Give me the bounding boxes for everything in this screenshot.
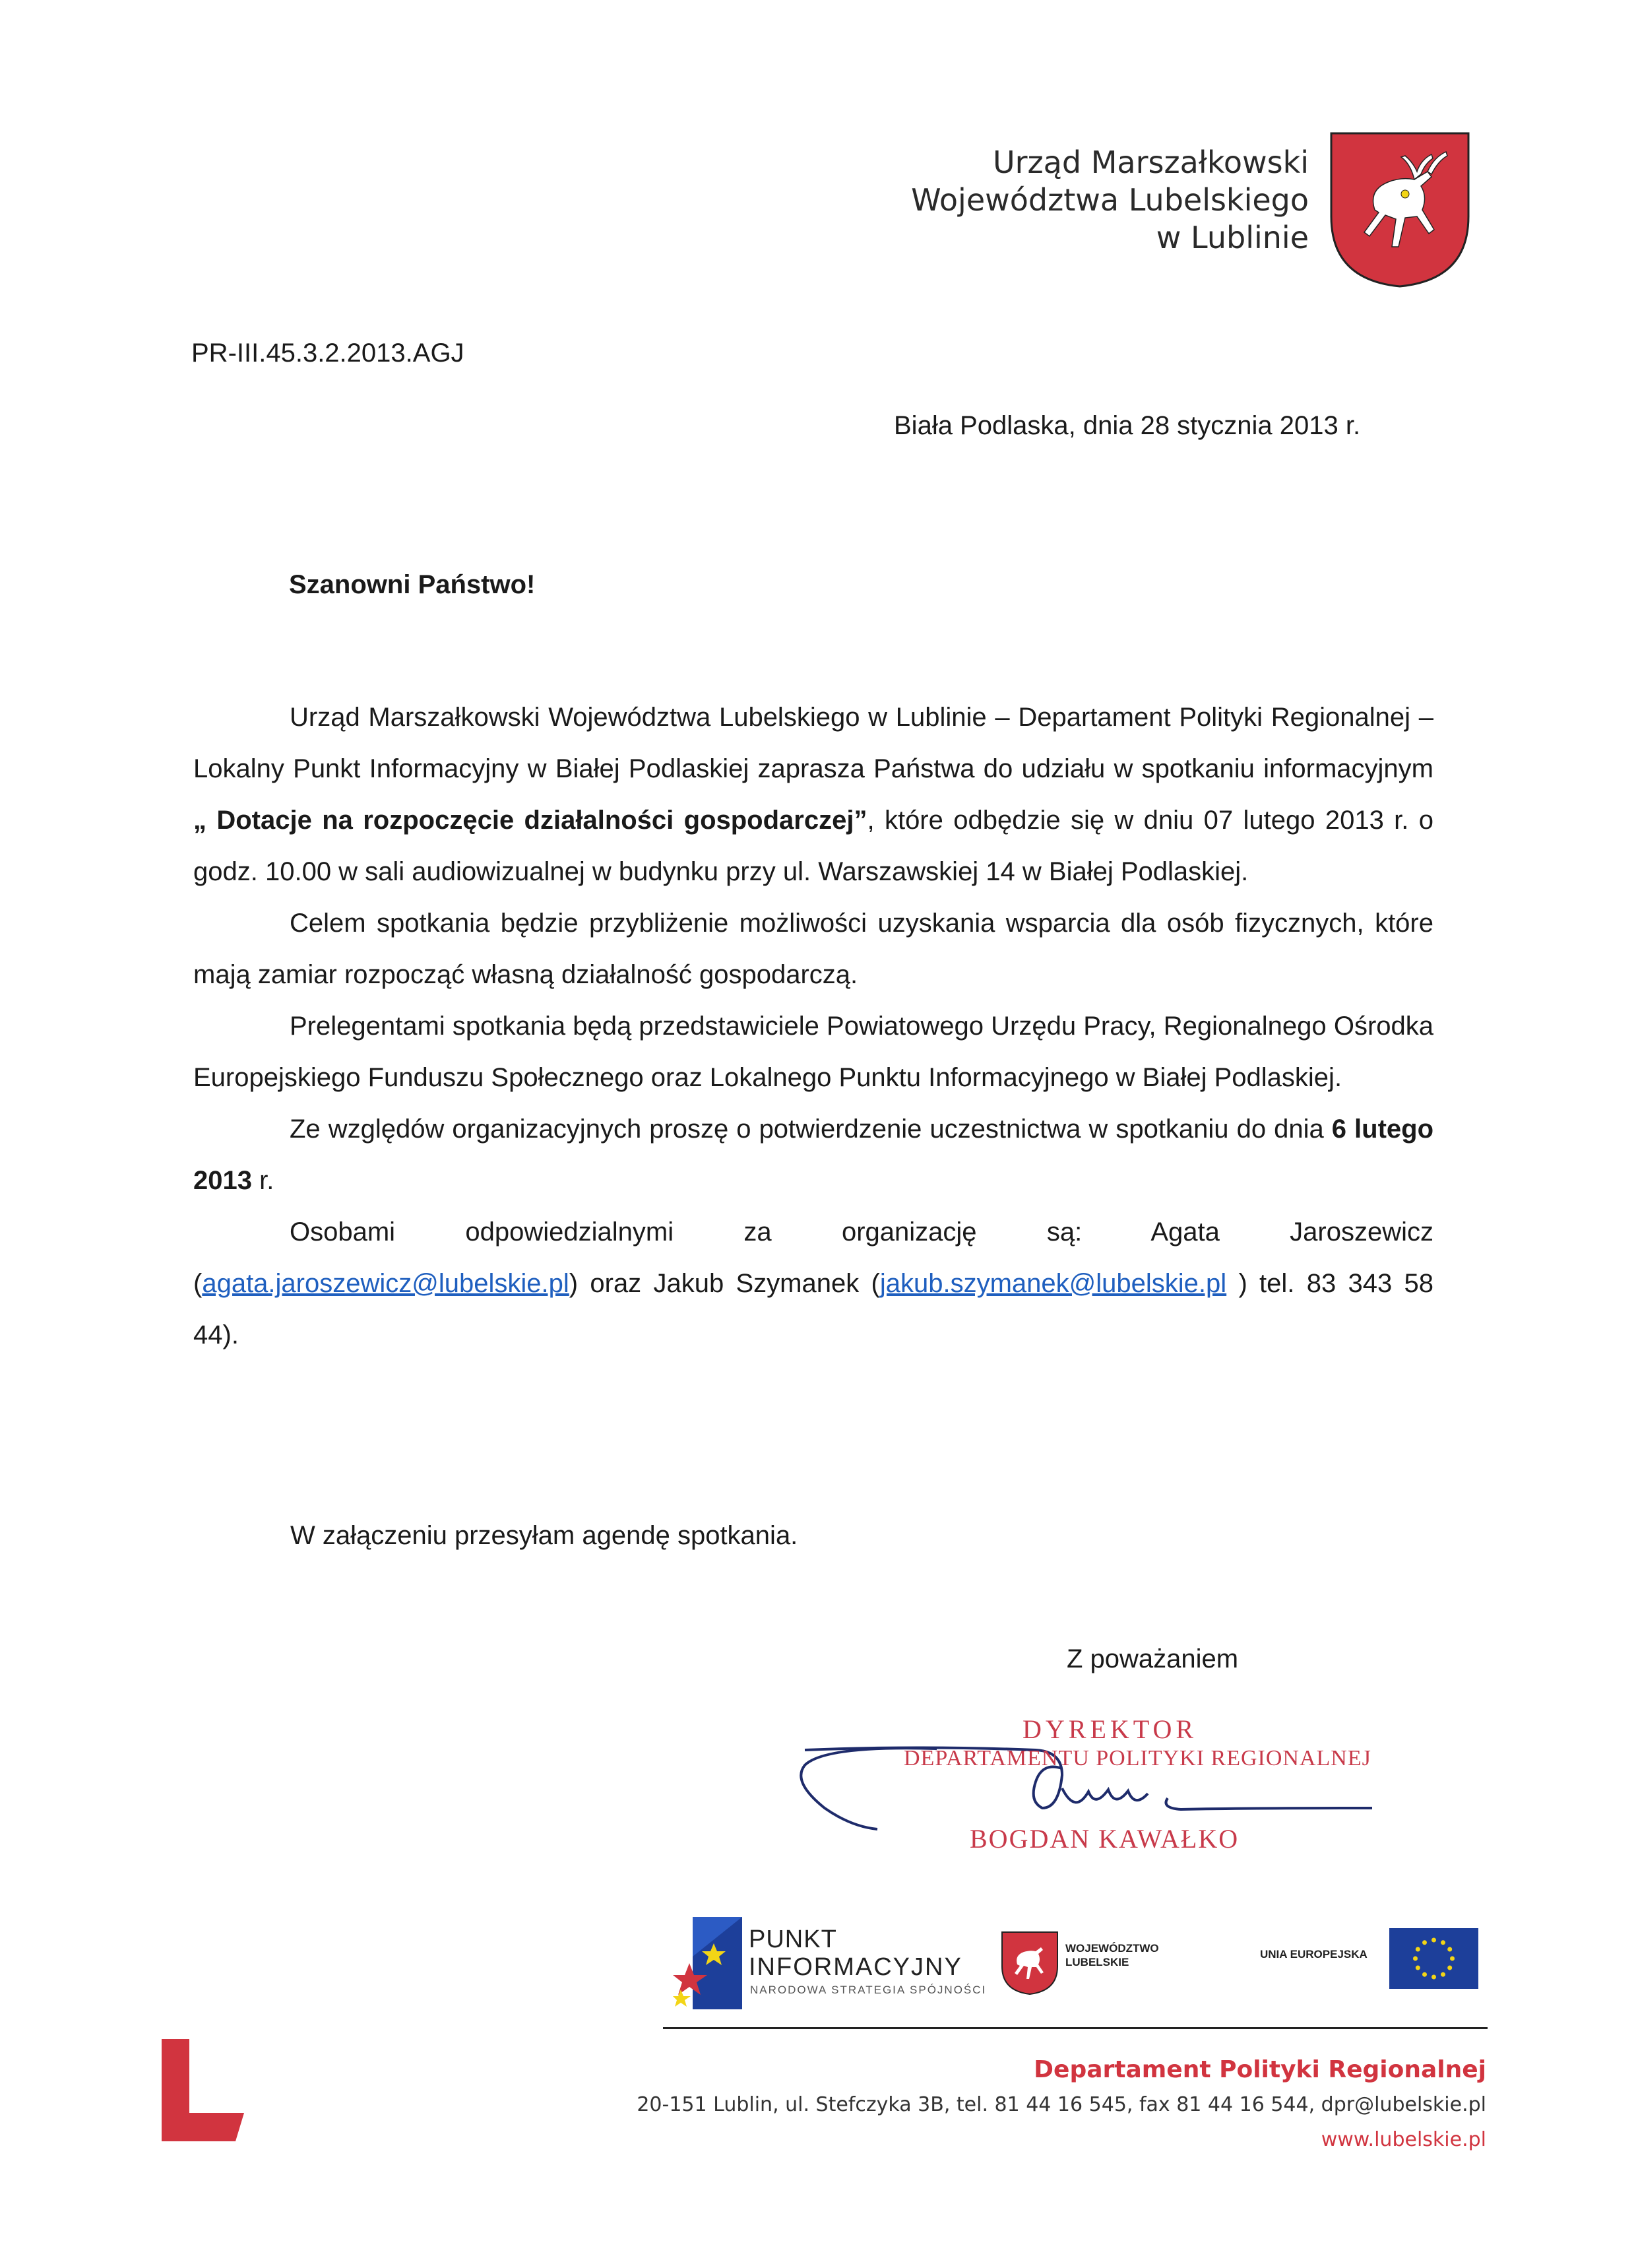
contacts-middle: ) oraz Jakub Szymanek ( bbox=[569, 1269, 880, 1298]
eu-label: UNIA EUROPEJSKA bbox=[1260, 1948, 1368, 1960]
footer-department: Departament Polityki Regionalnej bbox=[1034, 2056, 1486, 2083]
punkt-title-line1: PUNKT bbox=[749, 1926, 837, 1953]
event-title: „ Dotacje na rozpoczęcie działalności gospodarczej” bbox=[193, 806, 867, 835]
confirmation-text: Ze względów organizacyjnych proszę o potwierdzenie uczestnictwa w spotkaniu do dnia bbox=[290, 1115, 1332, 1144]
invitation-details: , które odbędzie się w dniu 07 lutego 2013 r. o godz. 10.00 w sali audiowizualnej w budynku przy ul. Warszawskiej 14 w Białej Podlaskiej. bbox=[193, 806, 1433, 886]
salutation: Szanowni Państwo! bbox=[289, 570, 536, 599]
letter-body bbox=[193, 692, 1433, 1361]
paragraph-speakers: Prelegentami spotkania będą przedstawiciele Powiatowego Urzędu Pracy, Regionalnego Ośrodka Europejskiego Funduszu Społecznego oraz Lokalnego Punktu Informacyjnego w Białej Podlaskiej. bbox=[193, 1012, 1433, 1092]
paragraph-confirmation bbox=[193, 1103, 1433, 1206]
paragraph-purpose: Celem spotkania będzie przybliżenie możliwości uzyskania wsparcia dla osób fizycznych, które mają zamiar rozpocząć własną działalność gospodarczą. bbox=[193, 909, 1433, 989]
punkt-informacyjny-logo-icon bbox=[673, 1917, 742, 2009]
invitation-text: Urząd Marszałkowski Województwa Lubelskiego w Lublinie – Departament Polityki Regionalnej – Lokalny Punkt Informacyjny w Białej Podlaskiej zaprasza Państwa do udziału w spotkaniu informacyjnym bbox=[193, 703, 1433, 783]
office-name-line2: Województwa Lubelskiego bbox=[911, 182, 1309, 218]
contacts-phone: ) tel. 83 343 58 44). bbox=[193, 1269, 1434, 1349]
date-line: Biała Podlaska, dnia 28 stycznia 2013 r. bbox=[894, 411, 1361, 440]
punkt-title-line2: INFORMACYJNY bbox=[749, 1953, 962, 1981]
attachment-note: W załączeniu przesyłam agendę spotkania. bbox=[290, 1521, 798, 1550]
footer-website-link[interactable]: www.lubelskie.pl bbox=[1321, 2128, 1486, 2151]
contacts-text: Osobami odpowiedzialnymi za organizację są: Agata Jaroszewicz ( bbox=[193, 1217, 1433, 1298]
lubelskie-l-logo-icon bbox=[162, 2039, 244, 2141]
office-name-line3: w Lublinie bbox=[1156, 220, 1309, 255]
stamp-title: DYREKTOR bbox=[1022, 1714, 1198, 1744]
confirmation-suffix: r. bbox=[251, 1166, 274, 1195]
closing: Z poważaniem bbox=[1067, 1644, 1239, 1673]
paragraph-contacts bbox=[193, 1206, 1433, 1361]
footer-address: 20-151 Lublin, ul. Stefczyka 3B, tel. 81 44 16 545, fax 81 44 16 544, dpr@lubelskie.pl bbox=[637, 2093, 1486, 2116]
confirmation-deadline: 6 lutego 2013 bbox=[193, 1115, 1433, 1195]
wojewodztwo-line1: WOJEWÓDZTWO bbox=[1065, 1942, 1159, 1955]
punkt-subtitle: NARODOWA STRATEGIA SPÓJNOŚCI bbox=[750, 1984, 987, 1996]
reference-number: PR-III.45.3.2.2013.AGJ bbox=[191, 339, 464, 368]
footer-divider bbox=[663, 2027, 1488, 2029]
stamp-department: DEPARTAMENTU POLITYKI REGIONALNEJ bbox=[904, 1746, 1371, 1770]
wojewodztwo-crest-icon bbox=[1000, 1930, 1059, 1996]
eu-flag-icon bbox=[1389, 1928, 1478, 1989]
email-link-jakub[interactable]: jakub.szymanek@lubelskie.pl bbox=[879, 1269, 1227, 1298]
paragraph-invitation bbox=[193, 692, 1433, 897]
stamp-name: BOGDAN KAWAŁKO bbox=[970, 1824, 1240, 1854]
office-name-line1: Urząd Marszałkowski bbox=[992, 145, 1309, 180]
email-link-agata[interactable]: agata.jaroszewicz@lubelskie.pl bbox=[202, 1269, 569, 1298]
lubelskie-crest-icon bbox=[1329, 131, 1471, 289]
wojewodztwo-line2: LUBELSKIE bbox=[1065, 1956, 1129, 1968]
office-name bbox=[911, 144, 1309, 257]
